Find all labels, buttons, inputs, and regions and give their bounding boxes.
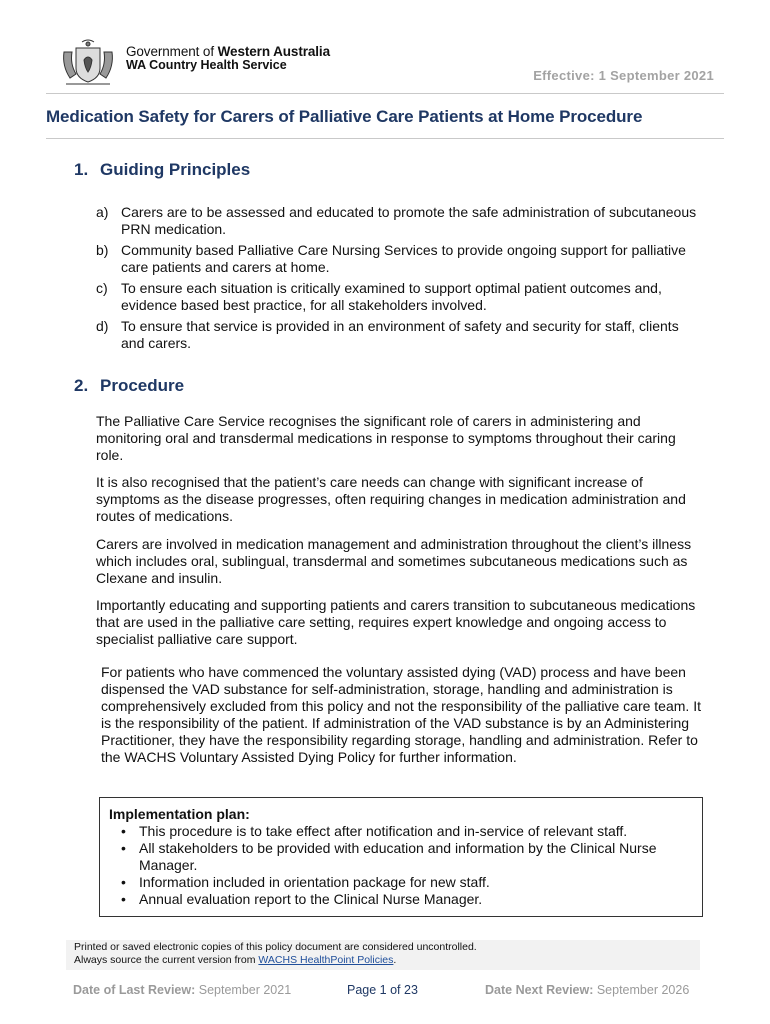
title-divider — [46, 138, 724, 139]
bullet: • — [121, 840, 126, 856]
notice-line: Always source the current version from WACHS HealthPoint Policies. — [74, 954, 397, 966]
implementation-plan-title: Implementation plan: — [109, 806, 250, 822]
procedure-paragraph: Carers are involved in medication management and administration throughout the client’s illness which includes oral, sublingual, transdermal and sometimes subcutaneous medications such as Clexane and insulin. — [96, 536, 692, 586]
list-item: • Information included in orientation package for new staff. — [121, 874, 490, 890]
bullet: • — [121, 874, 126, 890]
last-review-date: Date of Last Review: September 2021 — [73, 983, 292, 997]
bullet: • — [121, 891, 126, 907]
government-name: Government of Western Australia — [126, 44, 330, 59]
section-heading-procedure: 2. Procedure — [74, 376, 185, 395]
service-name: WA Country Health Service — [126, 58, 287, 72]
procedure-paragraph: It is also recognised that the patient’s care needs can change with significant increase of symptoms as the disease progresses, often requiring changes in medication administration and routes of medications. — [96, 474, 686, 524]
uncontrolled-copy-notice — [66, 940, 700, 970]
healthpoint-policies-link[interactable]: WACHS HealthPoint Policies — [258, 954, 394, 966]
list-item: • All stakeholders to be provided with education and information by the Clinical Nurse Manager. — [121, 840, 657, 873]
page-number: Page 1 of 23 — [347, 983, 418, 997]
wa-crest-logo — [58, 38, 118, 88]
list-item: d) To ensure that service is provided in an environment of safety and security for staff, clients and carers. — [96, 318, 679, 351]
next-review-date: Date Next Review: September 2026 — [485, 983, 690, 997]
section-heading-guiding-principles: 1. Guiding Principles — [74, 160, 251, 179]
document-title: Medication Safety for Carers of Palliative Care Patients at Home Procedure — [46, 107, 643, 126]
list-item: • This procedure is to take effect after notification and in-service of relevant staff. — [121, 823, 628, 839]
procedure-paragraph: The Palliative Care Service recognises the significant role of carers in administering and monitoring oral and transdermal medications in response to symptoms throughout their caring role. — [96, 413, 676, 463]
guiding-principles-list — [96, 204, 700, 356]
notice-line: Printed or saved electronic copies of this policy document are considered uncontrolled. — [74, 941, 477, 953]
procedure-paragraph: Importantly educating and supporting patients and carers transition to subcutaneous medications that are used in the palliative care setting, requires expert knowledge and ongoing access to specialist palliative care support. — [96, 597, 696, 647]
list-item: c) To ensure each situation is critically examined to support optimal patient outcomes and, evidence based best practice, for all stakeholders involved. — [96, 280, 662, 313]
list-item: b) Community based Palliative Care Nursing Services to provide ongoing support for palliative care patients and carers at home. — [96, 242, 686, 275]
implementation-plan-box — [99, 797, 703, 917]
vad-exclusion-paragraph: For patients who have commenced the voluntary assisted dying (VAD) process and have been dispensed the VAD substance for self-administration, storage, handling and administration is comprehensively excluded from this policy and not the responsibility of the palliative care team. It is the responsibility of the patient. If administration of the VAD substance is by an Administering Practitioner, they have the responsibility regarding storage, handling and administration. Refer to the WACHS Voluntary Assisted Dying Policy for further information. — [101, 664, 701, 765]
list-item: a) Carers are to be assessed and educated to promote the safe administration of subcutaneous PRN medication. — [96, 204, 697, 237]
effective-date: Effective: 1 September 2021 — [533, 68, 714, 83]
header-divider — [46, 93, 724, 94]
bullet: • — [121, 823, 126, 839]
list-item: • Annual evaluation report to the Clinical Nurse Manager. — [121, 891, 483, 907]
